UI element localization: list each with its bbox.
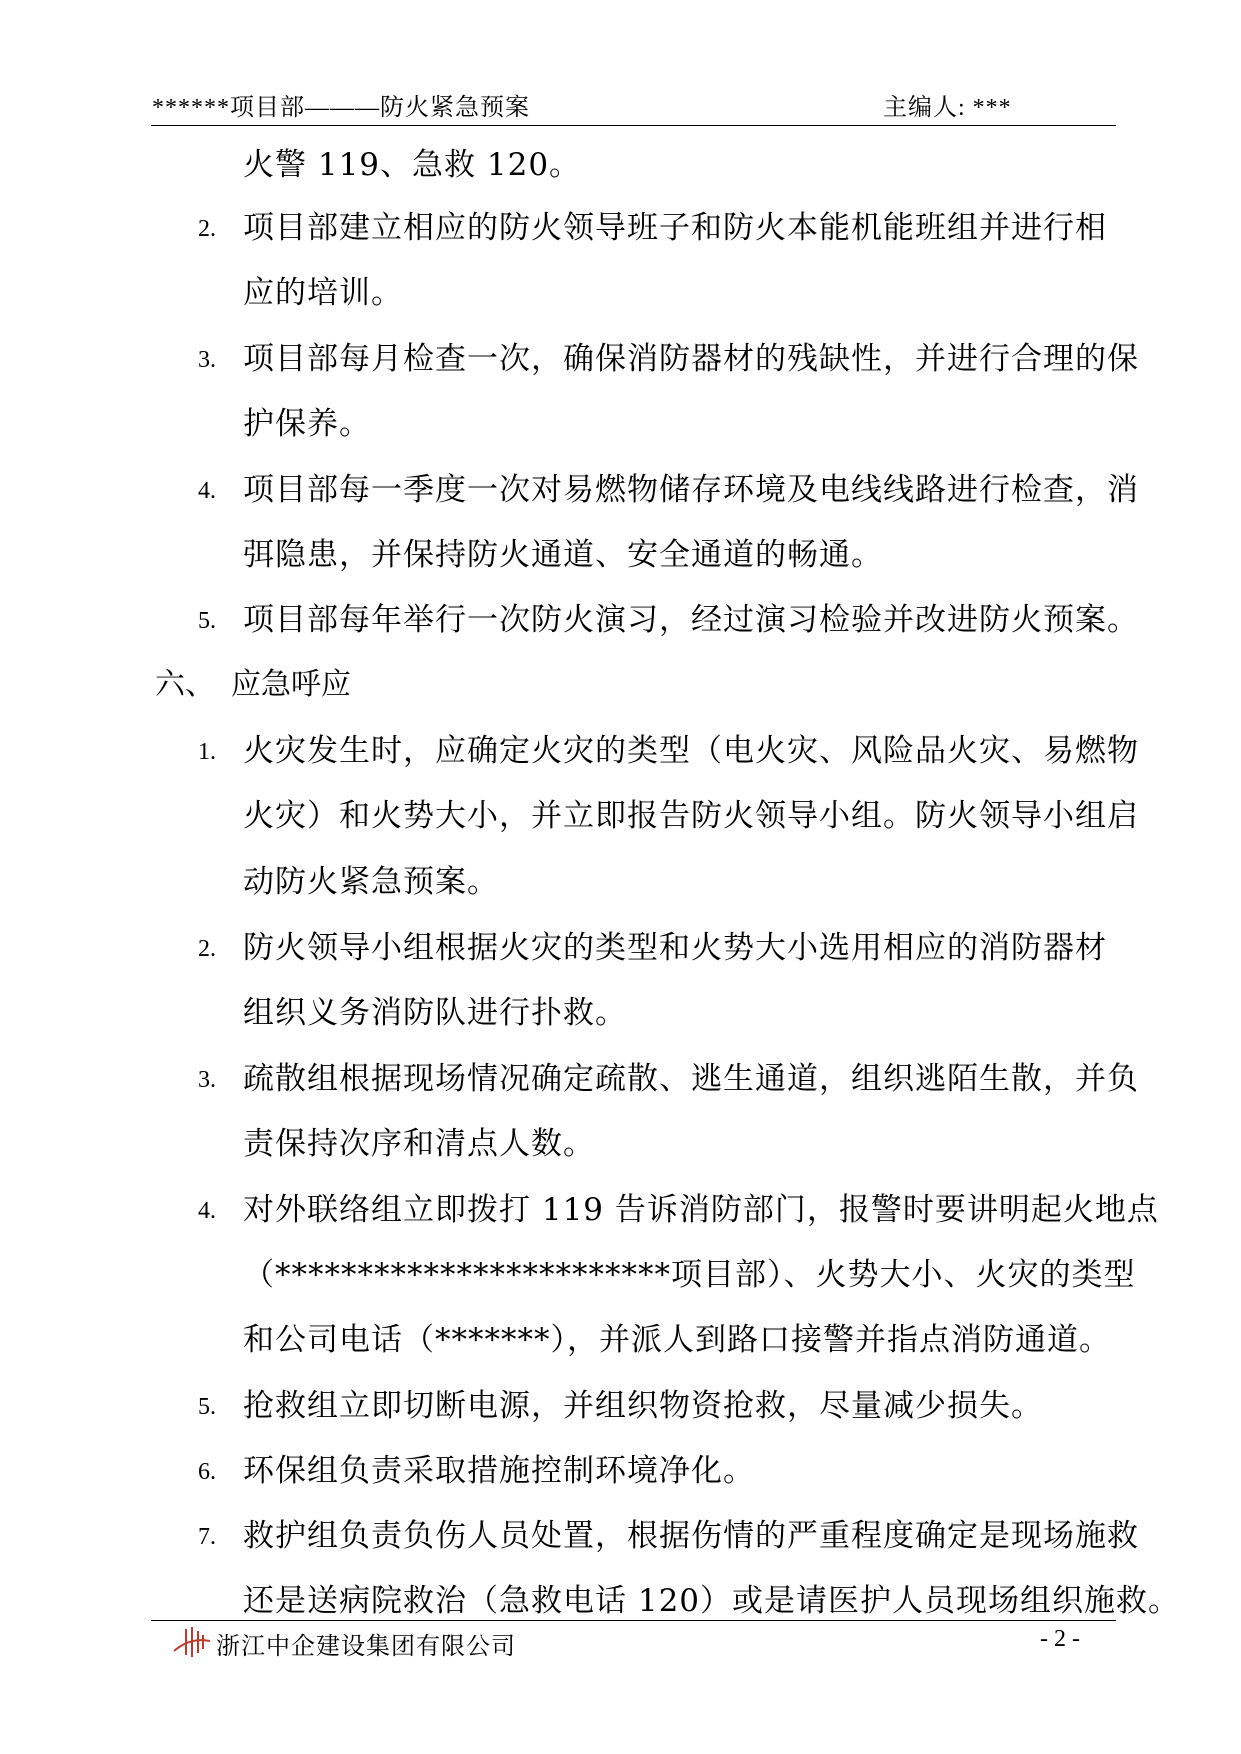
section-heading	[155, 665, 351, 705]
list-item-number: 2.	[198, 216, 216, 242]
list-item-number: 3.	[198, 1067, 216, 1093]
continued-line: 火警 119、急救 120。	[243, 147, 582, 183]
list-item-line: 组织义务消防队进行扑救。	[243, 995, 627, 1031]
list-item-number: 6.	[198, 1459, 216, 1485]
section-title: 应急呼应	[231, 667, 351, 702]
list-item-line: 责保持次序和清点人数。	[243, 1126, 595, 1162]
list-item-line: 和公司电话（*******），并派人到路口接警并指点消防通道。	[243, 1322, 1111, 1358]
list-item-line: 动防火紧急预案。	[243, 864, 499, 900]
list-item-line: 项目部建立相应的防火领导班子和防火本能机能班组并进行相	[243, 210, 1107, 246]
list-item-number: 1.	[198, 739, 216, 765]
list-item-line: （************************项目部）、火势大小、火灾的类型	[243, 1257, 1136, 1293]
list-item-line: 火灾）和火势大小，并立即报告防火领导小组。防火领导小组启	[243, 798, 1139, 834]
list-item-number: 5.	[198, 1394, 216, 1420]
list-item-line: 环保组负责采取措施控制环境净化。	[243, 1453, 755, 1489]
company-logo-icon	[172, 1625, 212, 1659]
list-item-line: 火灾发生时，应确定火灾的类型（电火灾、风险品火灾、易燃物	[243, 733, 1139, 769]
list-item-line: 对外联络组立即拨打 119 告诉消防部门，报警时要讲明起火地点	[243, 1192, 1159, 1228]
list-item-line: 护保养。	[243, 406, 371, 442]
list-item-line: 项目部每一季度一次对易燃物储存环境及电线线路进行检查，消	[243, 472, 1139, 508]
list-item-number: 7.	[198, 1524, 216, 1550]
list-item-line: 弭隐患，并保持防火通道、安全通道的畅通。	[243, 537, 883, 573]
list-item-number: 4.	[198, 478, 216, 504]
header-rule	[151, 125, 1116, 126]
footer-company-name: 浙江中企建设集团有限公司	[216, 1634, 516, 1660]
list-item-line: 应的培训。	[243, 275, 403, 311]
page-number: - 2 -	[1040, 1626, 1080, 1652]
section-number: 六、	[155, 667, 215, 702]
list-item-line: 抢救组立即切断电源，并组织物资抢救，尽量减少损失。	[243, 1388, 1043, 1424]
list-item-number: 5.	[198, 608, 216, 634]
list-item-number: 3.	[198, 347, 216, 373]
header-title: ******项目部———防火紧急预案	[152, 95, 530, 121]
list-item-line: 项目部每月检查一次，确保消防器材的残缺性，并进行合理的保	[243, 341, 1139, 377]
header-editor: 主编人: ***	[883, 95, 1012, 121]
list-item-number: 4.	[198, 1198, 216, 1224]
list-item-line: 项目部每年举行一次防火演习，经过演习检验并改进防火预案。	[243, 602, 1139, 638]
list-item-line: 还是送病院救治（急救电话 120）或是请医护人员现场组织施救。	[243, 1583, 1181, 1619]
list-item-line: 疏散组根据现场情况确定疏散、逃生通道，组织逃陌生散，并负	[243, 1061, 1139, 1097]
list-item-line: 防火领导小组根据火灾的类型和火势大小选用相应的消防器材	[243, 930, 1107, 966]
footer-rule	[151, 1620, 1116, 1621]
list-item-number: 2.	[198, 936, 216, 962]
list-item-line: 救护组负责负伤人员处置，根据伤情的严重程度确定是现场施救	[243, 1518, 1139, 1554]
